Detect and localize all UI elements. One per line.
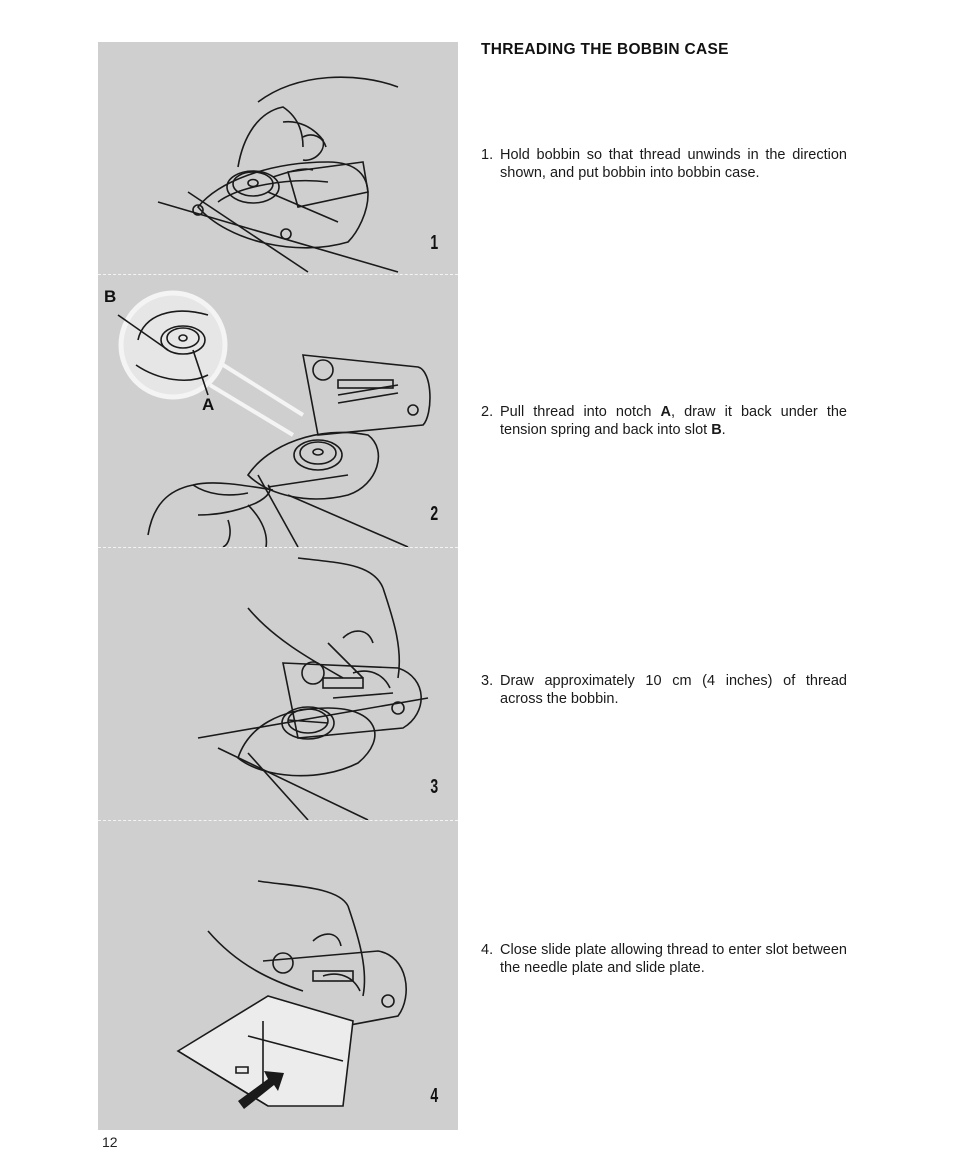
step-4 [481,941,847,977]
figure-number: 2 [430,503,438,525]
page-number: 12 [102,1134,118,1150]
step-text: Hold bobbin so that thread unwinds in the direction shown, and put bobbin into bobbin case. [500,147,847,181]
notch-label: A [660,404,671,420]
figure-2-drawing [98,275,458,547]
step-number: 2. [481,404,494,420]
slot-label: B [711,422,722,438]
step-text: Close slide plate allowing thread to enter slot between the needle plate and slide plate. [500,942,847,976]
step-number: 3. [481,673,494,689]
callout-label-b: B [104,287,117,306]
figure-2 [98,275,458,547]
step-number: 1. [481,147,494,163]
callout-label-a: A [202,395,215,414]
figure-number: 4 [430,1085,438,1107]
step-number: 4. [481,942,494,958]
figure-3-drawing [98,548,458,820]
figure-4 [98,821,458,1130]
step-1 [481,146,847,182]
step-2 [481,403,847,439]
figure-1 [98,42,458,274]
figure-1-drawing [98,42,458,274]
step-text: Pull thread into notch A, draw it back under the tension spring and back into slot B. [500,404,847,438]
figure-4-drawing [98,821,458,1130]
figure-number: 3 [430,776,438,798]
step-text: Draw approximately 10 cm (4 inches) of thread across the bobbin. [500,673,847,707]
illustration-column [98,42,458,1130]
step-3 [481,672,847,708]
figure-3 [98,548,458,820]
figure-number: 1 [430,232,438,254]
section-title: THREADING THE BOBBIN CASE [481,41,729,58]
